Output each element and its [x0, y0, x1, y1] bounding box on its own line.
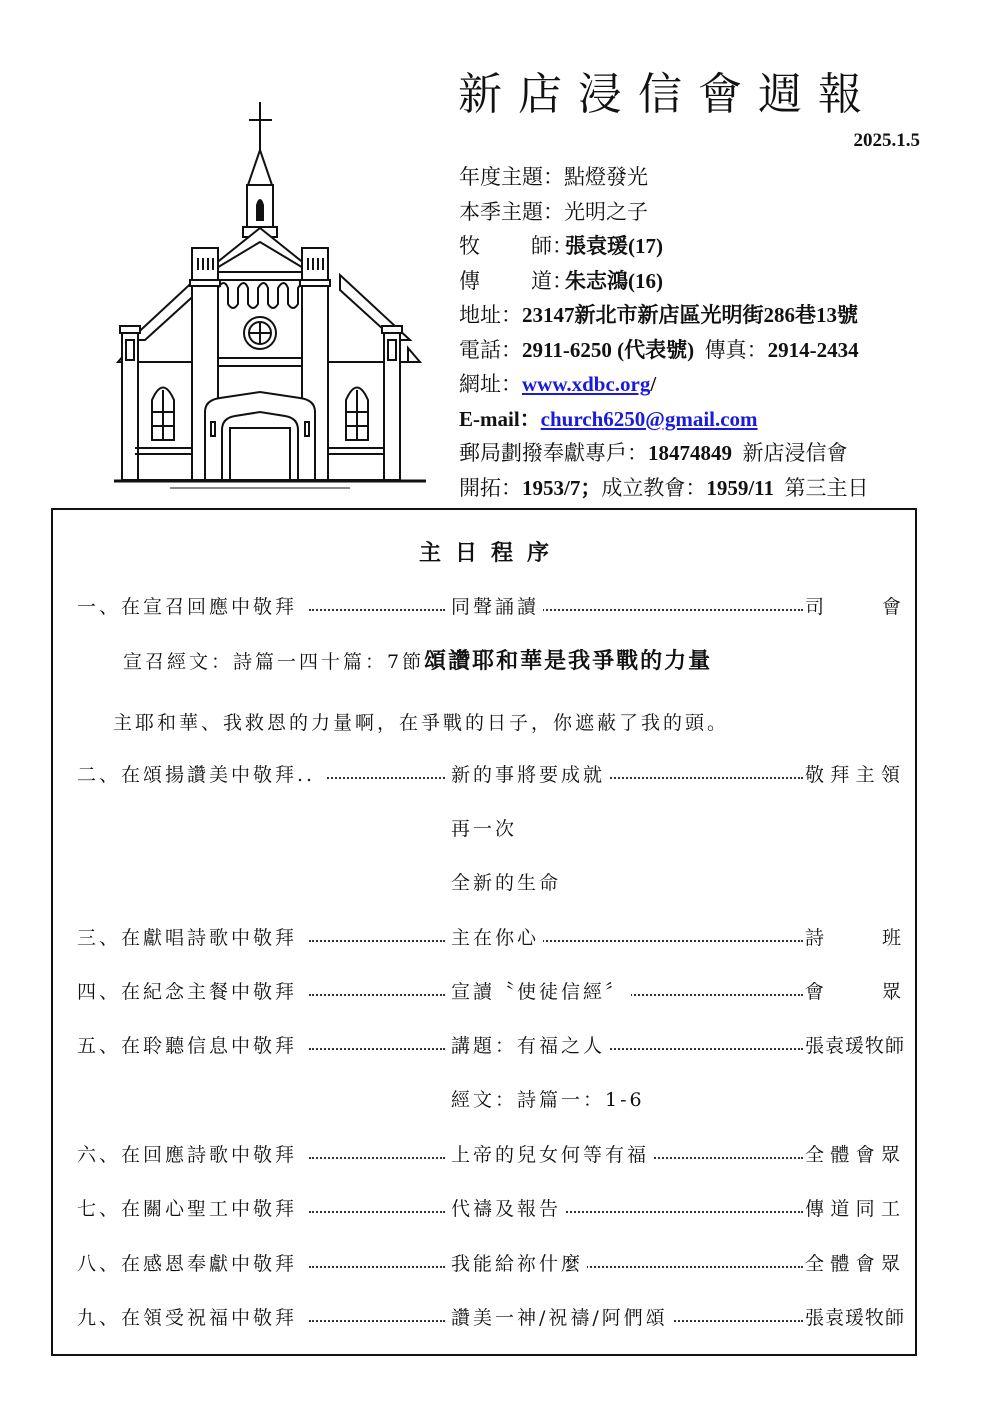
program-row: 八、在感恩奉獻中敬拜 我能給祢什麼 全體會眾 — [77, 1249, 901, 1279]
program-title: 主日程序 — [418, 540, 563, 566]
leader-dots — [309, 1211, 445, 1213]
address: 地址：23147新北市新店區光明街286巷13號 — [459, 303, 858, 327]
leader-dots — [309, 609, 445, 611]
program-row: 一、在宣召回應中敬拜 同聲誦讀 司 會 — [77, 592, 901, 622]
leader-dots — [309, 940, 445, 942]
season-theme: 本季主題：光明之子 — [459, 199, 648, 224]
annual-theme: 年度主題：點燈發光 — [459, 165, 648, 189]
service-program — [51, 508, 917, 1356]
program-row: 二、在頌揚讚美中敬拜.. 新的事將要成就 敬拜主領 — [77, 760, 901, 790]
bulletin-title: 新店浸信會週報 — [458, 69, 878, 120]
leader-dots — [309, 1157, 445, 1159]
phone-fax: 電話：2911-6250 (代表號) 傳真：2914-2434 — [459, 337, 859, 362]
postal-account: 郵局劃撥奉獻專戶：18474849 新店浸信會 — [459, 441, 848, 465]
founding: 開拓：1953/7；成立教會：1959/11 第三主日 — [459, 475, 869, 500]
website: 網址：www.xdbc.org/ — [459, 372, 657, 396]
website-link[interactable]: www.xdbc.org — [522, 372, 651, 396]
church-illustration — [110, 100, 430, 490]
song-extra: 全新的生命 — [451, 872, 562, 894]
email: E-mail：church6250@gmail.com — [459, 406, 758, 431]
sermon-scripture: 經文：詩篇一：1-6 — [451, 1089, 645, 1111]
program-row: 六、在回應詩歌中敬拜 上帝的兒女何等有福 全體會眾 — [77, 1140, 901, 1170]
program-row: 三、在獻唱詩歌中敬拜 主在你心 詩 班 — [77, 923, 901, 953]
program-row: 四、在紀念主餐中敬拜 宣讀〝使徒信經〞 會 眾 — [77, 977, 901, 1007]
bulletin-date: 2025.1.5 — [853, 130, 920, 151]
preacher: 傳 道：朱志鴻(16) — [459, 268, 663, 293]
program-row: 五、在聆聽信息中敬拜 講題：有福之人 張袁瑗牧師 — [77, 1031, 901, 1061]
leader-dots — [309, 994, 445, 996]
song-extra: 再一次 — [451, 818, 518, 840]
call-verse: 主耶和華、我救恩的力量啊，在爭戰的日子，你遮蔽了我的頭。 — [113, 712, 730, 734]
leader-dots — [309, 1320, 445, 1322]
program-row: 九、在領受祝福中敬拜 讚美一神/祝禱/阿們頌 張袁瑗牧師 — [77, 1303, 901, 1333]
church-info — [459, 160, 939, 505]
leader-dots — [309, 1266, 445, 1268]
leader-dots — [309, 1048, 445, 1050]
email-link[interactable]: church6250@gmail.com — [540, 406, 758, 431]
call-to-worship-scripture: 宣召經文：詩篇一四十篇：7節頌讚耶和華是我爭戰的力量 — [123, 648, 713, 674]
program-row: 七、在關心聖工中敬拜 代禱及報告 傳道同工 — [77, 1194, 901, 1224]
leader-dots — [327, 777, 445, 779]
pastor: 牧 師：張袁瑗(17) — [459, 234, 663, 258]
